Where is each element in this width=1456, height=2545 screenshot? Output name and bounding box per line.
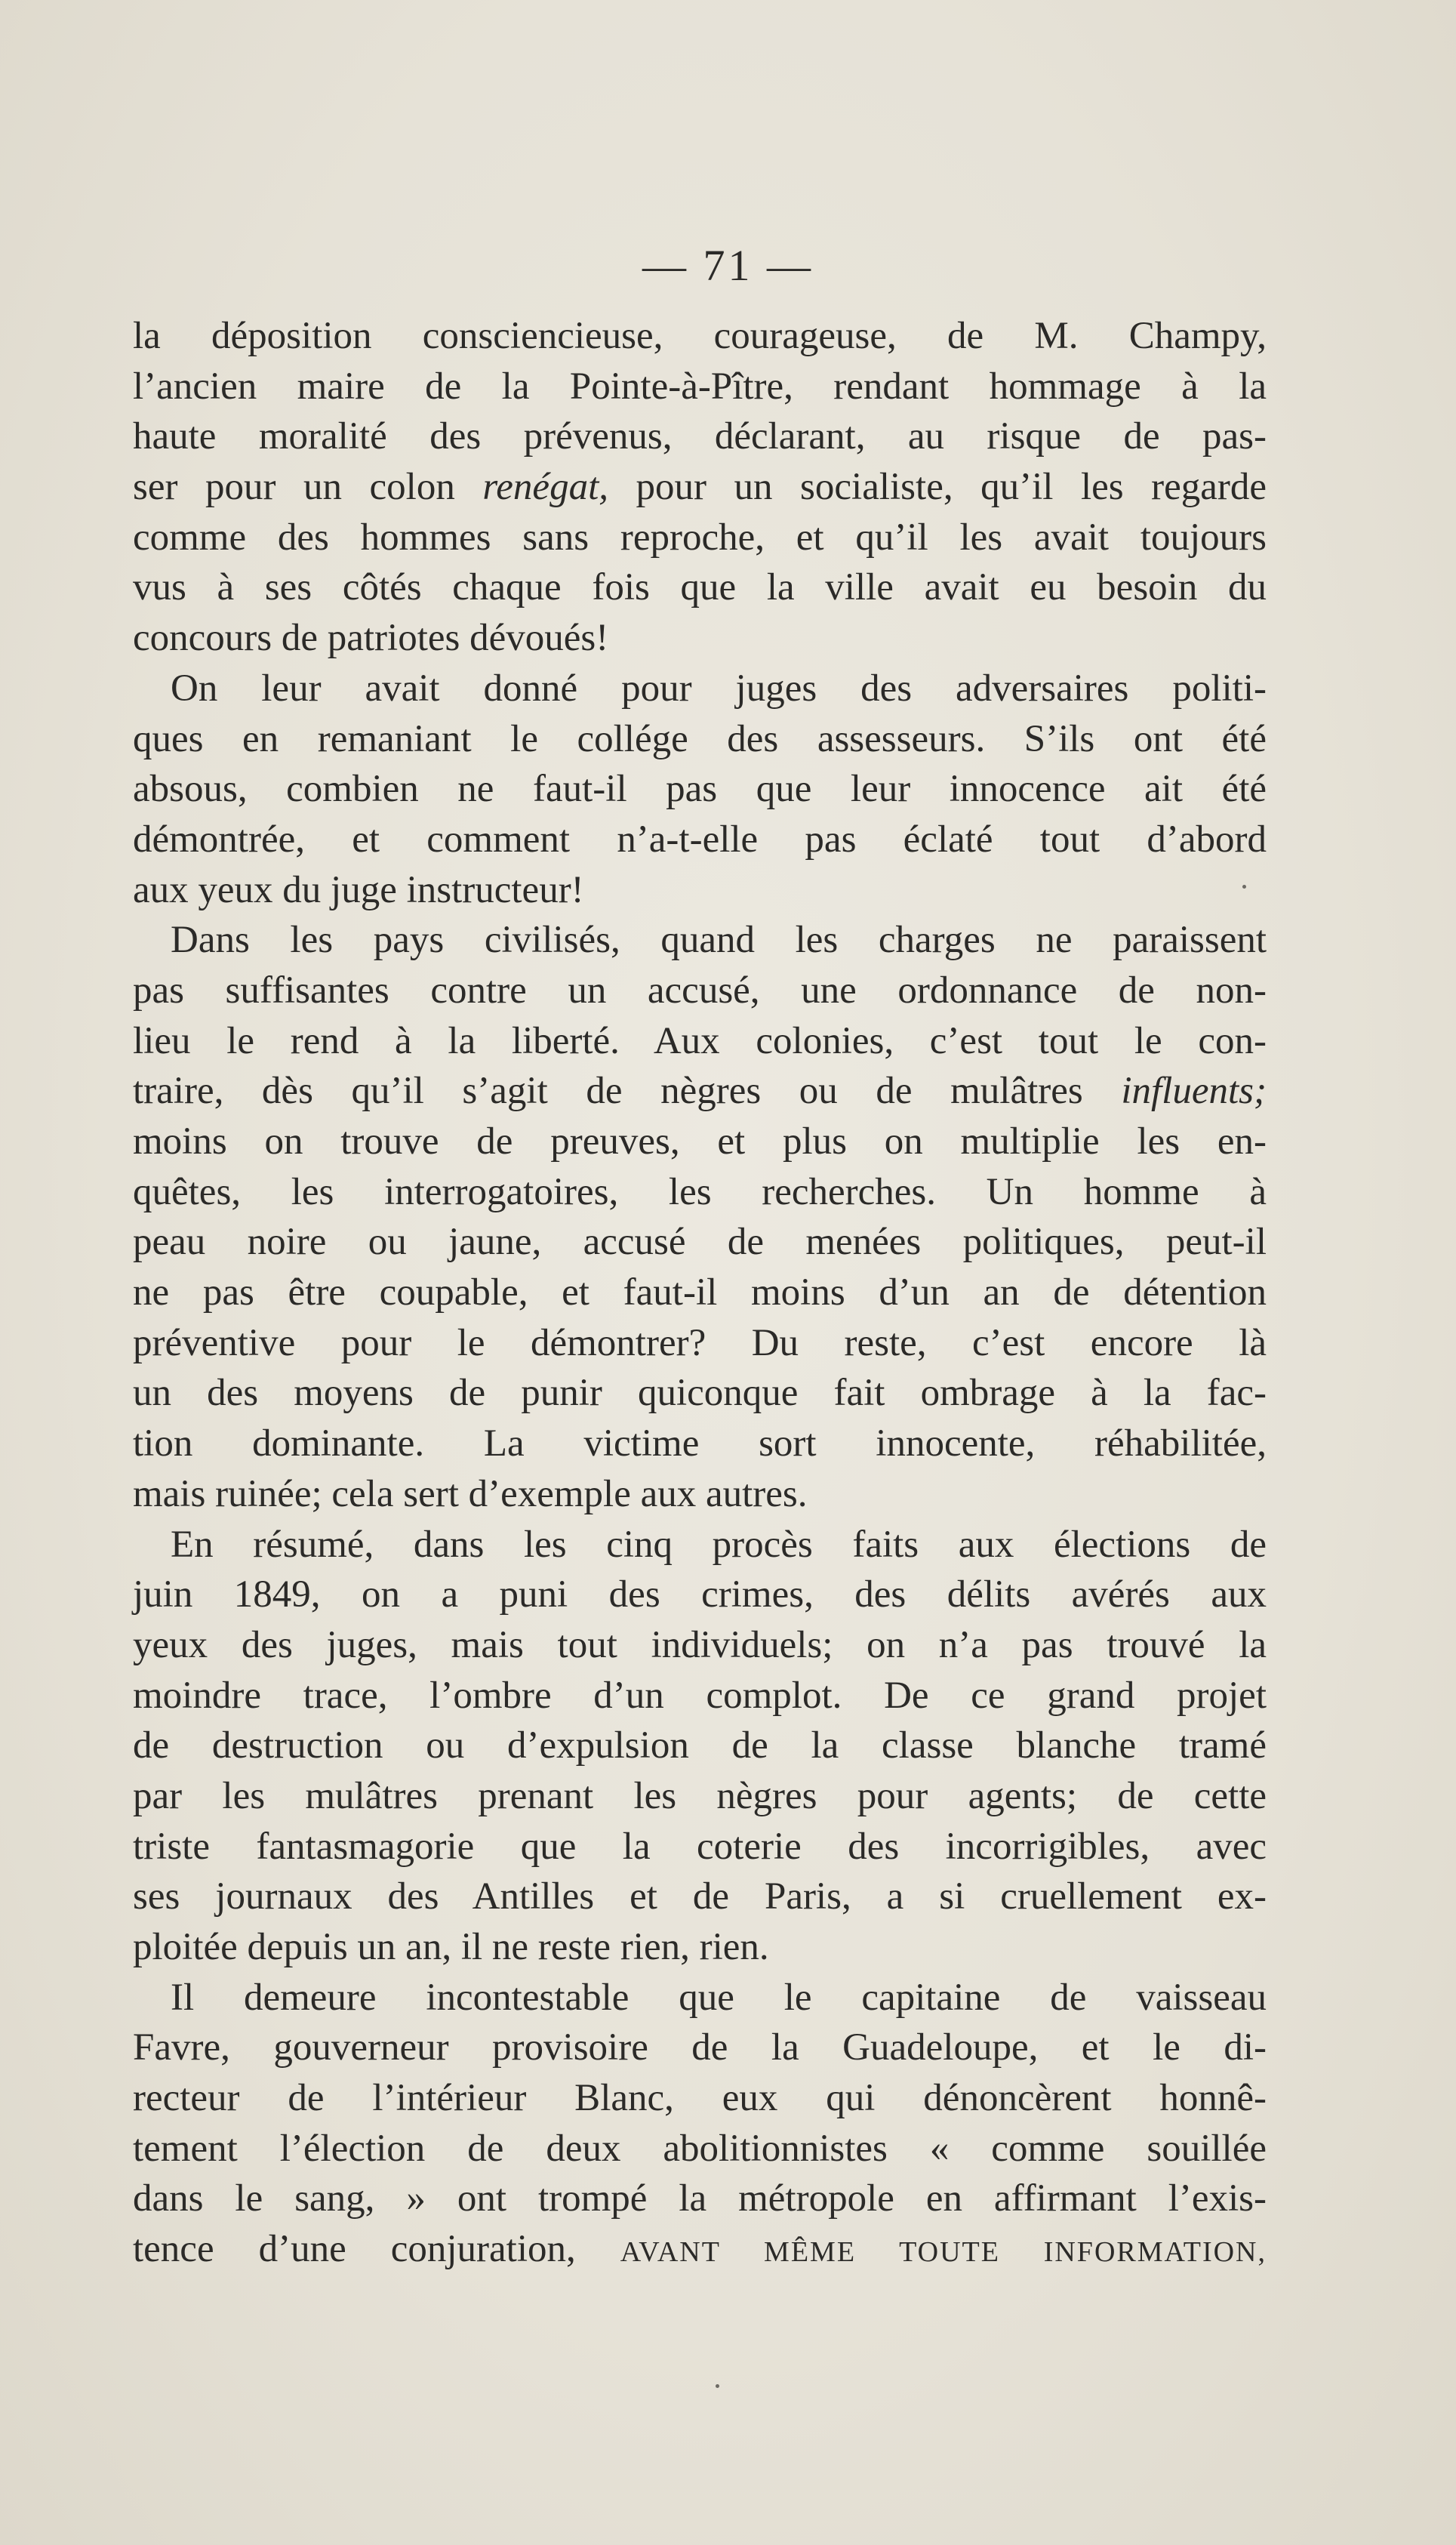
text-line bbox=[133, 1771, 1267, 1822]
text-span: haute moralité des prévenus, déclarant, au risque de pas- bbox=[133, 415, 1267, 458]
text-span: ses journaux des Antilles et de Paris, a si cruellement ex- bbox=[133, 1875, 1267, 1918]
text-span: absous, combien ne faut-il pas que leur innocence ait été bbox=[133, 768, 1267, 811]
body-text bbox=[133, 311, 1267, 2275]
text-span: aux yeux du juge instructeur! bbox=[133, 868, 584, 911]
text-line bbox=[133, 1167, 1267, 1218]
text-line bbox=[133, 1973, 1267, 2023]
text-line bbox=[133, 664, 1267, 714]
text-span: moins on trouve de preuves, et plus on multiplie les en- bbox=[133, 1120, 1267, 1163]
text-line bbox=[133, 462, 1267, 513]
text-line bbox=[133, 513, 1267, 563]
text-line bbox=[133, 1822, 1267, 1872]
text-line bbox=[133, 1318, 1267, 1369]
text-line bbox=[133, 1721, 1267, 1771]
text-span: la déposition consciencieuse, courageuse, de M. Champy, bbox=[133, 315, 1267, 357]
page-number: — 71 — bbox=[642, 241, 814, 290]
text-span: peau noire ou jaune, accusé de menées politiques, peut-il bbox=[133, 1221, 1267, 1264]
text-span: préventive pour le démontrer? Du reste, c’est encore là bbox=[133, 1321, 1267, 1364]
text-span: ne pas être coupable, et faut-il moins d’un an de détention bbox=[133, 1271, 1267, 1314]
text-span: quêtes, les interrogatoires, les recherches. Un homme à bbox=[133, 1170, 1267, 1213]
text-span: Dans les pays civilisés, quand les charges ne paraissent bbox=[171, 919, 1267, 962]
paper-speck bbox=[716, 2384, 719, 2388]
text-span: tement l’élection de deux abolitionnistes « comme souillée bbox=[133, 2127, 1267, 2170]
text-line bbox=[133, 1872, 1267, 1922]
text-span: Favre, gouverneur provisoire de la Guadeloupe, et le di- bbox=[133, 2026, 1267, 2069]
small-caps-text: AVANT MÊME TOUTE INFORMATION, bbox=[620, 2236, 1267, 2269]
paper-speck bbox=[1242, 885, 1246, 889]
text-line bbox=[133, 411, 1267, 462]
text-line bbox=[133, 915, 1267, 966]
text-line bbox=[133, 362, 1267, 412]
text-span: un des moyens de punir quiconque fait ombrage à la fac- bbox=[133, 1372, 1267, 1415]
text-span: On leur avait donné pour juges des adversaires politi- bbox=[171, 667, 1267, 710]
text-span: tence d’une conjuration, bbox=[133, 2228, 620, 2271]
text-line bbox=[133, 2073, 1267, 2124]
text-span: ploitée depuis un an, il ne reste rien, rien. bbox=[133, 1926, 769, 1968]
text-line bbox=[133, 1570, 1267, 1620]
text-line bbox=[133, 1368, 1267, 1419]
text-line bbox=[133, 966, 1267, 1016]
text-line bbox=[133, 815, 1267, 865]
text-line bbox=[133, 764, 1267, 815]
text-span: vus à ses côtés chaque fois que la ville avait eu besoin du bbox=[133, 566, 1267, 609]
text-span: pas suffisantes contre un accusé, une ordonnance de non- bbox=[133, 969, 1267, 1012]
text-line bbox=[133, 1066, 1267, 1117]
text-line bbox=[133, 1671, 1267, 1721]
text-line bbox=[133, 1217, 1267, 1268]
text-span: l’ancien maire de la Pointe-à-Pître, rendant hommage à la bbox=[133, 365, 1267, 408]
text-span: moindre trace, l’ombre d’un complot. De ce grand projet bbox=[133, 1674, 1267, 1717]
text-line bbox=[133, 1016, 1267, 1067]
text-span: mais ruinée; cela sert d’exemple aux autres. bbox=[133, 1472, 808, 1515]
text-line bbox=[133, 1922, 1267, 1973]
text-span: ser pour un colon bbox=[133, 466, 483, 509]
text-span: traire, dès qu’il s’agit de nègres ou de mulâtres bbox=[133, 1070, 1122, 1113]
text-line bbox=[133, 311, 1267, 362]
text-span: pour un socialiste, qu’il les regarde bbox=[608, 466, 1267, 509]
text-span: En résumé, dans les cinq procès faits aux élections de bbox=[171, 1523, 1267, 1566]
text-span: juin 1849, on a puni des crimes, des délits avérés aux bbox=[133, 1573, 1267, 1616]
text-line bbox=[133, 1268, 1267, 1318]
text-line bbox=[133, 865, 1267, 916]
text-span: lieu le rend à la liberté. Aux colonies, c’est tout le con- bbox=[133, 1019, 1267, 1062]
text-line bbox=[133, 1419, 1267, 1469]
text-span: concours de patriotes dévoués! bbox=[133, 617, 609, 660]
italic-text: renégat, bbox=[482, 466, 608, 509]
text-span: Il demeure incontestable que le capitaine de vaisseau bbox=[171, 1976, 1267, 2019]
text-line bbox=[133, 2174, 1267, 2224]
text-line bbox=[133, 2124, 1267, 2174]
text-line bbox=[133, 613, 1267, 664]
text-span: yeux des juges, mais tout individuels; on n’a pas trouvé la bbox=[133, 1623, 1267, 1666]
text-span: par les mulâtres prenant les nègres pour agents; de cette bbox=[133, 1774, 1267, 1817]
text-span: comme des hommes sans reproche, et qu’il les avait toujours bbox=[133, 516, 1267, 559]
text-line bbox=[133, 562, 1267, 613]
text-line bbox=[133, 1620, 1267, 1671]
italic-text: influents; bbox=[1121, 1070, 1267, 1113]
text-line bbox=[133, 1520, 1267, 1570]
text-span: triste fantasmagorie que la coterie des incorrigibles, avec bbox=[133, 1825, 1267, 1868]
text-span: recteur de l’intérieur Blanc, eux qui dénoncèrent honnê- bbox=[133, 2077, 1267, 2120]
text-span: ques en remaniant le collége des assesseurs. S’ils ont été bbox=[133, 717, 1267, 760]
text-line bbox=[133, 2023, 1267, 2073]
text-line bbox=[133, 1469, 1267, 1520]
text-line bbox=[133, 2224, 1267, 2275]
text-line bbox=[133, 1117, 1267, 1167]
text-span: de destruction ou d’expulsion de la classe blanche tramé bbox=[133, 1724, 1267, 1767]
text-span: démontrée, et comment n’a-t-elle pas éclaté tout d’abord bbox=[133, 818, 1267, 861]
text-span: dans le sang, » ont trompé la métropole en affirmant l’exis- bbox=[133, 2177, 1267, 2220]
text-line bbox=[133, 714, 1267, 765]
text-span: tion dominante. La victime sort innocente, réhabilitée, bbox=[133, 1422, 1267, 1465]
